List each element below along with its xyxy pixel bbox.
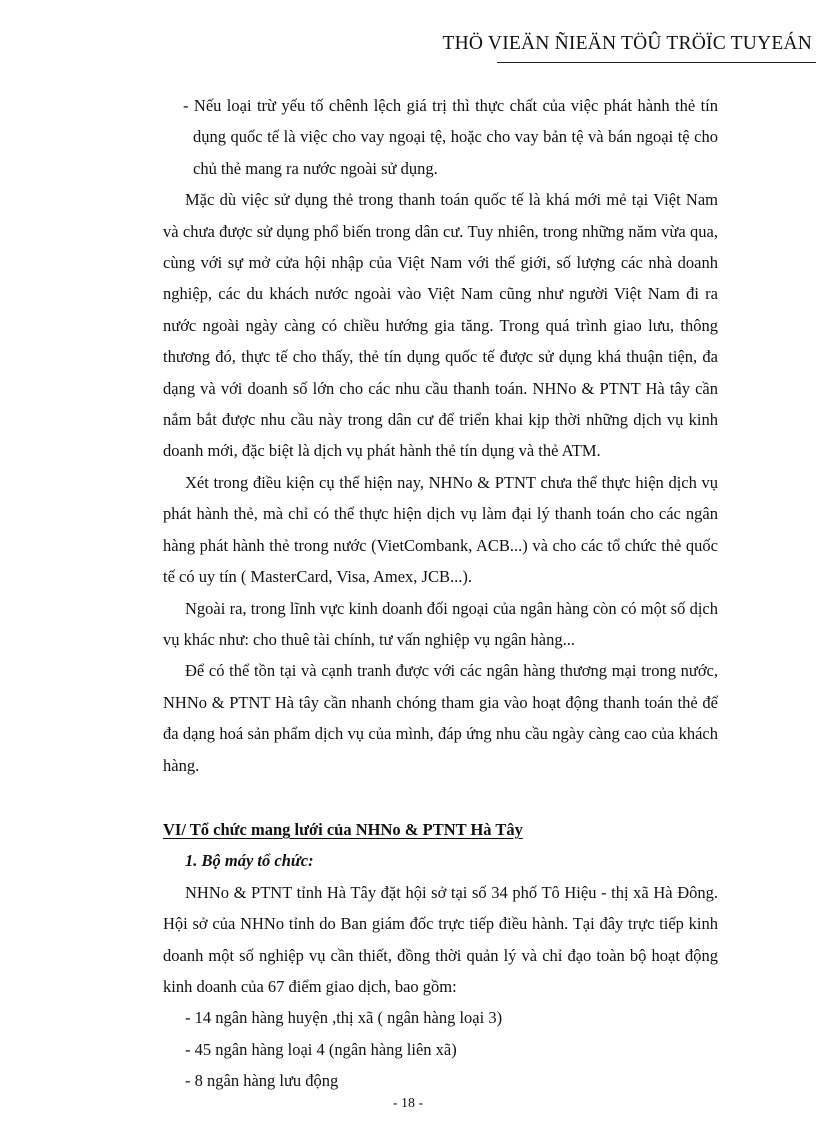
section-title: VI/ Tổ chức mang lưới của NHNo & PTNT Hà Tây [163, 819, 523, 839]
header-rule [497, 62, 816, 63]
list-item: - 8 ngân hàng lưu động [185, 1071, 339, 1091]
subheading: 1. Bộ máy tổ chức: [185, 851, 314, 871]
intro-bullet: - Nếu loại trừ yếu tố chênh lệch giá trị thì thực chất của việc phát hành thẻ tín dụng quốc tế là việc cho vay ngoại tệ, hoặc cho vay bản tệ và bán ngoại tệ cho chủ thẻ mang ra nước ngoài sử dụng. [183, 96, 718, 178]
paragraph-5: NHNo & PTNT tỉnh Hà Tây đặt hội sở tại số 34 phố Tô Hiệu - thị xã Hà Đông. Hội sở của NHNo tỉnh do Ban giám đốc trực tiếp điều hành. Tại đây trực tiếp kinh doanh một số nghiệp vụ cần thiết, đồng thời quản lý và chỉ đạo toàn bộ hoạt động kinh doanh của 67 điểm giao dịch, bao gồm: [163, 882, 718, 996]
page-number: - 18 - [392, 1096, 424, 1111]
paragraph-4: Để có thể tồn tại và cạnh tranh được với các ngân hàng thương mại trong nước, NHNo & PTNT Hà tây cần nhanh chóng tham gia vào hoạt động thanh toán thẻ để đa dạng hoá sản phẩm dịch vụ của mình, đáp ứng nhu cầu ngày càng cao của khách hàng. [163, 661, 718, 775]
spacer [163, 781, 718, 812]
document-body [163, 90, 718, 1097]
page-header: THÖ VIEÄN ÑIEÄN TÖÛ TRÖÏC TUYEÁN [442, 33, 812, 54]
list-item: - 45 ngân hàng loại 4 (ngân hàng liên xã) [185, 1039, 457, 1059]
paragraph-2: Xét trong điều kiện cụ thể hiện nay, NHNo & PTNT chưa thể thực hiện dịch vụ phát hành thẻ, mà chỉ có thể thực hiện dịch vụ làm đại lý thanh toán cho các ngân hàng phát hành thẻ trong nước (VietCombank, ACB...) và cho các tổ chức thẻ quốc tế có uy tín ( MasterCard, Visa, Amex, JCB...). [163, 472, 718, 587]
paragraph-1: Mặc dù việc sử dụng thẻ trong thanh toán quốc tế là khá mới mẻ tại Việt Nam và chưa được sử dụng phổ biến trong dân cư. Tuy nhiên, trong những năm vừa qua, cùng với sự mở cửa hội nhập của Việt Nam với thế giới, số lượng các nhà doanh nghiệp, các du khách nước ngoài vào Việt Nam cũng như người Việt Nam đi ra nước ngoài ngày càng có chiều hướng gia tăng. Trong quá trình giao lưu, thông thương đó, thực tế cho thấy, thẻ tín dụng quốc tế được sử dụng khá thuận tiện, đa dạng và với doanh số lớn cho các nhu cầu thanh toán. NHNo & PTNT Hà tây cần nắm bắt được nhu cầu này trong dân cư để triển khai kịp thời những dịch vụ kinh doanh mới, đặc biệt là dịch vụ phát hành thẻ tín dụng và thẻ ATM. [163, 190, 718, 461]
list-item: - 14 ngân hàng huyện ,thị xã ( ngân hàng loại 3) [185, 1008, 503, 1028]
paragraph-3: Ngoài ra, trong lĩnh vực kinh doanh đối ngoại của ngân hàng còn có một số dịch vụ khác như: cho thuê tài chính, tư vấn nghiệp vụ ngân hàng... [163, 598, 718, 649]
